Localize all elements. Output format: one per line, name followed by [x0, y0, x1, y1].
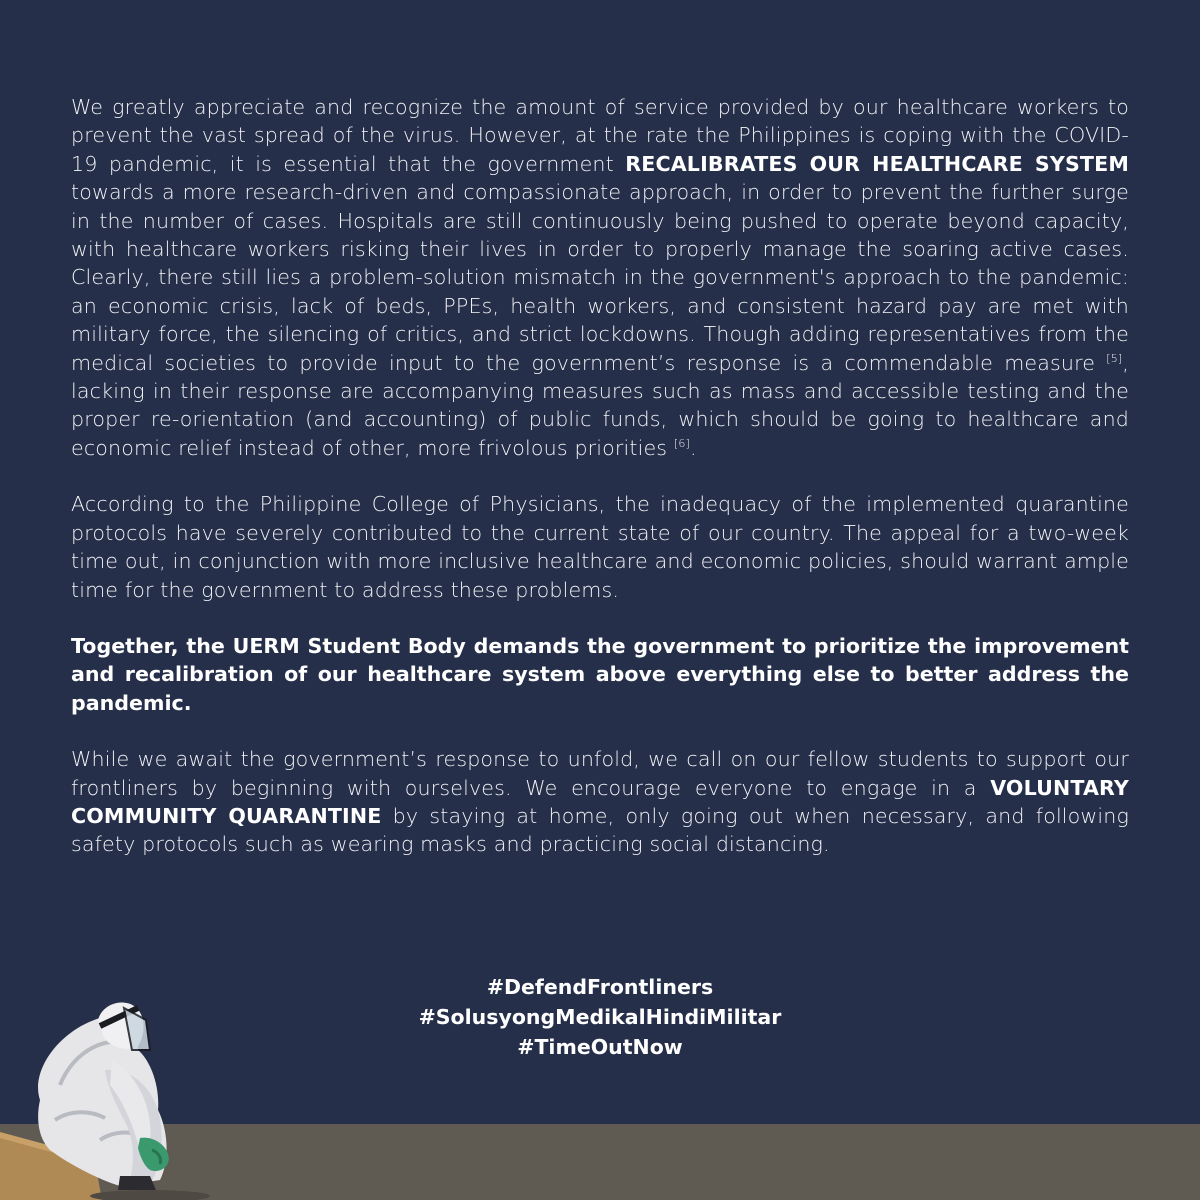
hashtag-timeoutnow: #TimeOutNow	[517, 1035, 683, 1059]
boot	[118, 1176, 156, 1190]
text-span: .	[689, 435, 697, 460]
paragraph-quarantine	[71, 745, 1129, 859]
text-span: towards a more research-driven and compassionate approach, in order to prevent the further surge in the number of cases. Hospitals are still continuously being pushed to operate beyond capacity, with healthcare workers risking their lives in order to properly manage the soaring active cases. Clearly, there still lies a problem-solution mismatch in the government's approach to the pandemic: an economic crisis, lack of beds, PPEs, health workers, and consistent hazard pay are met with military force, the silencing of critics, and strict lockdowns. Though adding representatives from the medical societies to provide input to the government’s response is a commendable measure	[71, 180, 1129, 375]
frontliner-illustration	[0, 990, 230, 1200]
paragraph-recalibrate	[71, 93, 1129, 462]
statement-body	[71, 93, 1129, 859]
text-span: While we await the government’s response to unfold, we call on our fellow students to support our frontliners by beginning with ourselves. We encourage everyone to engage in a	[71, 747, 1129, 800]
paragraph-pcp: According to the Philippine College of Physicians, the inadequacy of the implemented quarantine protocols have severely contributed to the current state of our country. The appeal for a two-week time out, in conjunction with more inclusive healthcare and economic policies, should warrant ample time for the government to address these problems.	[71, 492, 1129, 602]
emphasis-voluntary-quarantine: VOLUNTARY COMMUNITY QUARANTINE	[71, 775, 1129, 828]
citation-5: [5]	[1106, 351, 1123, 365]
emphasis-recalibrates: RECALIBRATES OUR HEALTHCARE SYSTEM	[625, 151, 1129, 176]
hashtag-defend-frontliners: #DefendFrontliners	[486, 975, 714, 999]
text-span: by staying at home, only going out when necessary, and following safety protocols such as wearing masks and practicing social distancing.	[71, 803, 1130, 857]
text-span: , lacking in their response are accompanying measures such as mass and accessible testing and the proper re-orientation (and accounting) of public funds, which should be going to healthcare and economic relief instead of other, more frivolous priorities	[71, 350, 1129, 460]
text-span: We greatly appreciate and recognize the amount of service provided by our healthcare workers to prevent the vast spread of the virus. However, at the rate the Philippines is coping with the COVID-19 pandemic, it is essential that the government	[71, 95, 1129, 176]
hashtag-solusyong-medikal: #SolusyongMedikalHindiMilitar	[418, 1005, 782, 1029]
citation-6: [6]	[673, 437, 690, 451]
paragraph-demand: Together, the UERM Student Body demands the government to prioritize the improvement and recalibration of our healthcare system above everything else to better address the pandemic.	[71, 633, 1129, 715]
